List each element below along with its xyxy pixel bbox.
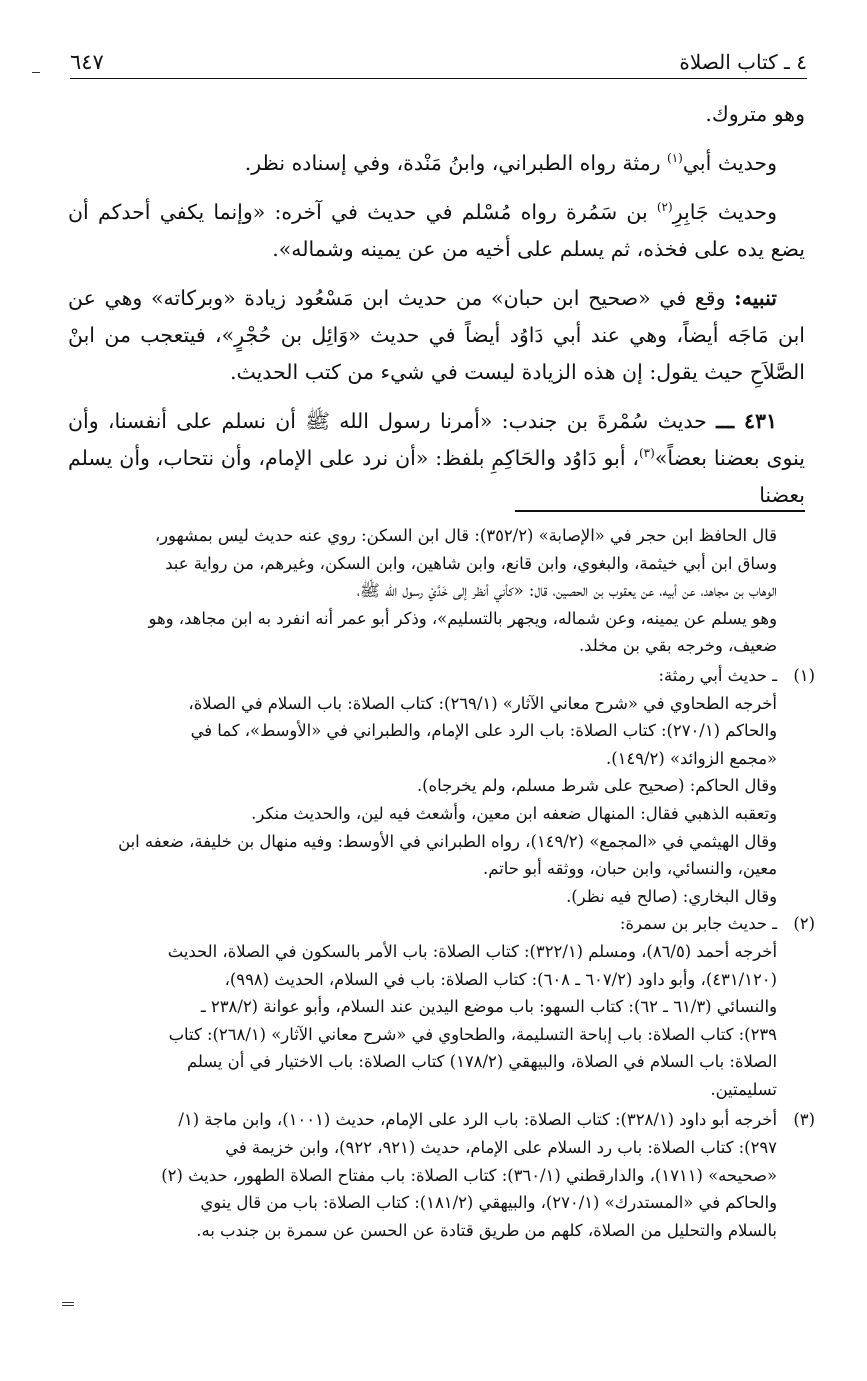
paragraph-2: وحديث أبي$^{(١)}$ رمثة رواه الطبراني، وابنُ مَنْدة، وفي إسناده نظر. bbox=[244, 151, 777, 175]
main-text bbox=[68, 96, 805, 526]
footnote-number: (١) bbox=[793, 665, 815, 685]
footnotes bbox=[68, 522, 815, 1244]
footnote-number: (٣) bbox=[793, 1110, 815, 1130]
footnote-continuation: قال الحافظ ابن حجر في «الإصابة» (٣٥٢/٢): قال ابن السكن: روي عنه حديث ليس بمشهور، وساق ابن أبي خيثمة، والبغوي، وابن قانع، وابن شاهين، وابن السكن، وغيرهم، من رواية عبد الوهاب بن مجاهد، عن أبيه، عن يعقوب بن الحصين، قال: «كأني أنظر إلى خَدَّيْ رسول الله ﷺ، وهو يسلم عن يمينه، وعن شماله، ويجهر بالتسليم»، وذكر أبو عمر أنه انفرد به ابن مجاهد، وهو ضعيف، وخرجه بقي بن مخلد. bbox=[148, 526, 777, 656]
margin-mark bbox=[62, 1302, 74, 1303]
margin-mark bbox=[32, 72, 40, 73]
footnote-3: (٣) أخرجه أبو داود (٣٢٨/١): كتاب الصلاة: باب الرد على الإمام، حديث (١٠٠١)، وابن ماجة (١/ ٢٩٧): كتاب الصلاة: باب رد السلام على الإمام، حديث (٩٢١، ٩٢٢)، وابن خزيمة في «صحيحه» (١٧١١)، والدارقطني (٣٦٠/١): كتاب الصلاة: باب مفتاح الصلاة الطهور، حديث (٢) والحاكم في «المستدرك» (٢٧٠/١)، والبيهقي (١٨١/٢): كتاب الصلاة: باب من قال ينوي بالسلام والتحليل من الصلاة، كلهم من طريق قتادة عن الحسن عن سمرة بن جندب به. bbox=[68, 1106, 815, 1244]
paragraph-3: وحديث جَابِرِ$^{(٢)}$ بن سَمُرة رواه مُسْلم في حديث في آخره: «وإنما يكفي أحدكم أن يضع يده على فخذه، ثم يسلم على أخيه من عن يمينه وشماله». bbox=[68, 200, 805, 261]
footnote-ref-1: (١) bbox=[667, 151, 683, 166]
footnote-ref-3: (٣) bbox=[638, 446, 655, 461]
paragraph-1: وهو متروك. bbox=[705, 102, 805, 126]
running-header bbox=[70, 40, 807, 79]
footnote-2: (٢) ـ حديث جابر بن سمرة: أخرجه أحمد (٨٦/٥)، ومسلم (٣٢٢/١): كتاب الصلاة: باب الأمر بالسكون في الصلاة، الحديث (٤٣١/١٢٠)، وأبو داود (٦٠٧/٢ ـ ٦٠٨): كتاب الصلاة: باب في السلام، الحديث (٩٩٨)، والنسائي (٦١/٣ ـ ٦٢): كتاب السهو: باب موضع اليدين عند السلام، وأبو عوانة (٢٣٨/٢ ـ ٢٣٩): كتاب الصلاة: باب إباحة التسليمة، والطحاوي في «شرح معاني الآثار» (٢٦٨/١): كتاب الصلاة: باب السلام في الصلاة، والبيهقي (١٧٨/٢) كتاب الصلاة: باب الاختيار في أن يسلم تسليمتين. bbox=[68, 910, 815, 1103]
note-label: تنبيه: bbox=[734, 286, 777, 310]
note-paragraph: تنبيه: وقع في «صحيح ابن حبان» من حديث ابن مَسْعُود زيادة «وبركاته» وهي عن ابن مَاجَه أيضاً، وهي عند أبي دَاوُد أيضاً في حديث «وَائِل بن حُجْرٍ»، فيتعجب من ابنْ الصَّلاَحِ حيث يقول: إن هذه الزيادة ليست في شيء من كتب الحديث. bbox=[68, 286, 805, 384]
footnote-ref-2: (٢) bbox=[656, 200, 673, 215]
chapter-title: ٤ ـ كتاب الصلاة bbox=[679, 50, 807, 74]
margin-mark bbox=[62, 1305, 74, 1306]
hadith-number: ٤٣١ ـــ bbox=[716, 409, 777, 433]
footnote-separator bbox=[515, 510, 805, 512]
hadith-431: ٤٣١ ـــ حديث سُمْرةَ بن جندب: «أمرنا رسول الله ﷺ أن نسلم على أنفسنا، وأن ينوى بعضنا بعضاً»$^{(٣)}$، أبو دَاوُد والحَاكِمِ بلفظ: «أن نرد على الإمام، وأن نتحاب، وأن يسلم بعضنا bbox=[68, 409, 805, 507]
footnote-number: (٢) bbox=[793, 914, 815, 934]
page-number: ٦٤٧ bbox=[70, 50, 104, 74]
footnote-1: (١) ـ حديث أبي رمثة: أخرجه الطحاوي في «شرح معاني الآثار» (٢٦٩/١): كتاب الصلاة: باب السلام في الصلاة، والحاكم (٢٧٠/١): كتاب الصلاة: باب الرد على الإمام، والطبراني في «الأوسط»، كما في «مجمع الزوائد» (١٤٩/٢). وقال الحاكم: (صحيح على شرط مسلم، ولم يخرجاه). وتعقبه الذهبي فقال: المنهال ضعفه ابن معين، وأشعث فيه لين، والحديث منكر. وقال الهيثمي في «المجمع» (١٤٩/٢)، رواه الطبراني في الأوسط: وفيه منهال بن خليفة، ضعفه ابن معين، والنسائي، وابن حبان، ووثقه أبو حاتم. وقال البخاري: (صالح فيه نظر). bbox=[68, 662, 815, 910]
